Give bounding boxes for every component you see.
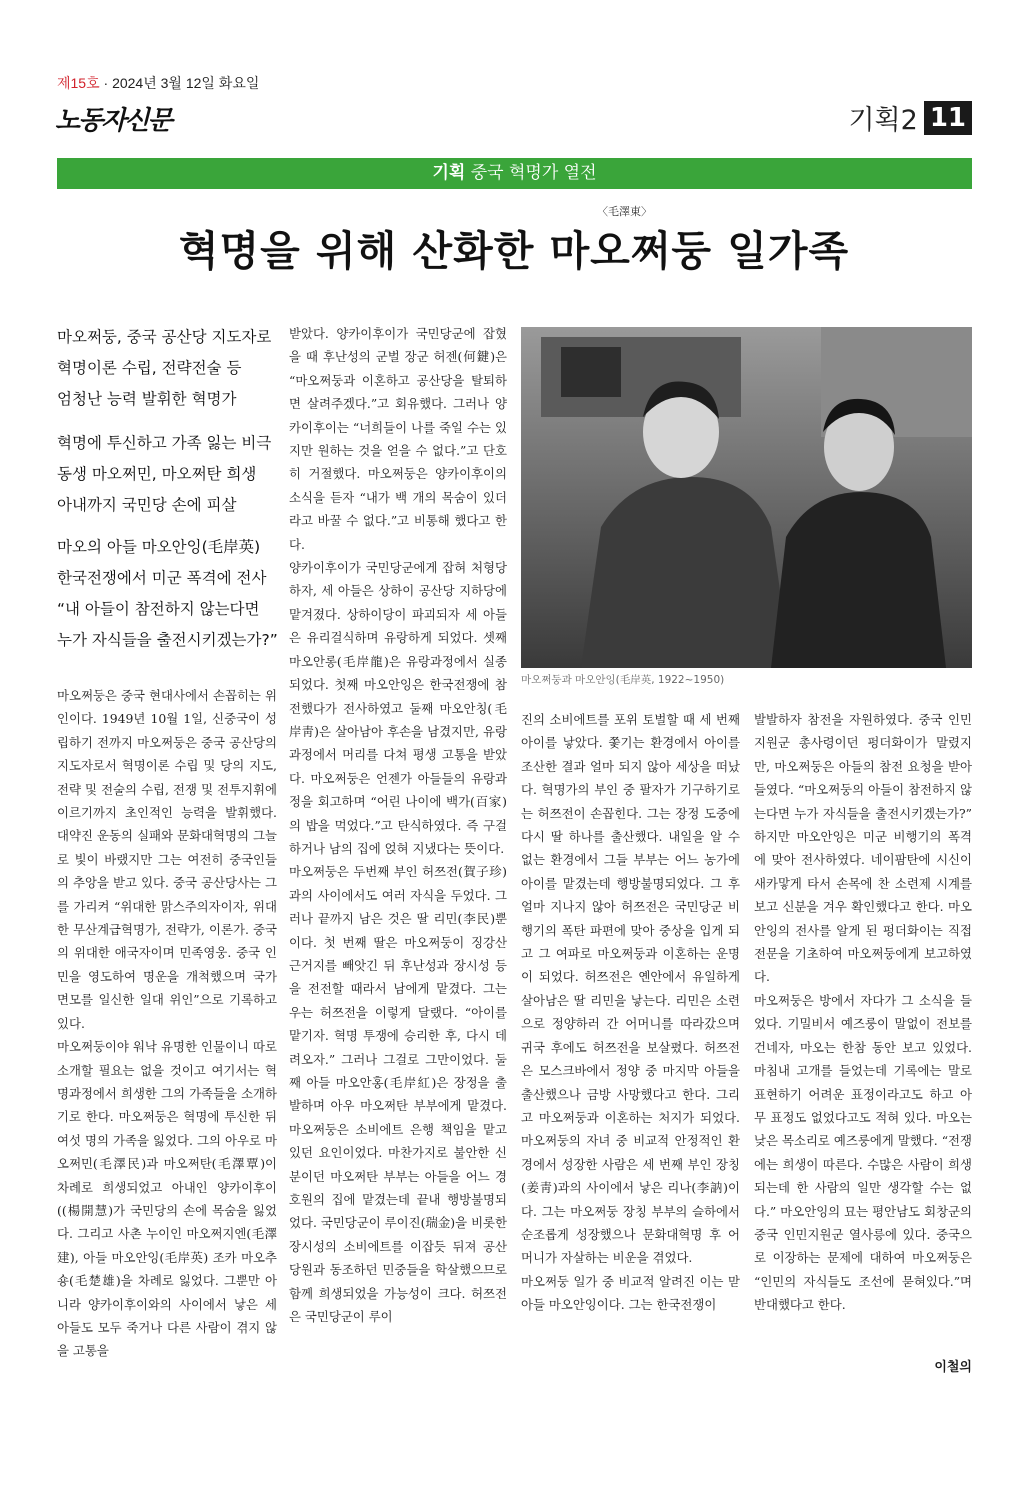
subhead-3: 마오의 아들 마오안잉(毛岸英) 한국전쟁에서 미군 폭격에 전사 “내 아들이 참전하지 않는다면 누가 자식들을 출전시키겠는가?” [57,538,278,649]
paragraph: 받았다. 양카이후이가 국민당군에 잡혔을 때 후난성의 군벌 장군 허젠(何鍵)은 “마오쩌둥과 이혼하고 공산당을 탈퇴하면 살려주겠다.”고 회유했다. 그러나 양카이후이는 “너희들이 나를 죽일 수는 있지만 원하는 것을 얻을 수 없다.”고 단호히 거절했다. 마오쩌둥은 양카이후이의 소식을 듣자 “내가 백 개의 목숨이 있더라고 바꿀 수 없다.”고 비통해 했다고 한다. [289,326,507,552]
headline-ruby: 〈毛澤東〉 [597,205,652,218]
article-headline: 혁명을 위해 산화한 마오쩌둥 일가족 [178,227,850,275]
section-header [848,98,972,137]
newspaper-logo: 노동자신문 [55,106,171,136]
article-column-3 [521,708,740,1317]
subhead-2: 혁명에 투신하고 가족 잃는 비극 동생 마오쩌민, 마오쩌탄 희생 아내까지 국민당 손에 피살 [57,434,272,514]
author-byline: 이철의 [934,1360,972,1375]
paragraph: 마오쩌둥은 두번째 부인 허쯔전(賀子珍)과의 사이에서도 여러 자식을 두었다. 그러나 끝까지 남은 것은 딸 리민(李民)뿐이다. 첫 번째 딸은 마오쩌둥이 징강산 근거지를 빼앗긴 뒤 후난성과 장시성 등을 전전할 때라서 남에게 맡겼다. 그는 우는 허쯔전을 이렇게 달랬다. “아이를 맡기자. 혁명 투쟁에 승리한 후, 다시 데려오자.” 그러나 그걸로 그만이었다. 둘째 아들 마오안홍(毛岸紅)은 장정을 출발하며 아우 마오쩌탄 부부에게 맡겼다. 마오쩌둥은 소비에트 은행 책임을 맡고 있던 요인이었다. 마찬가지로 불안한 신분이던 마오쩌탄 부부는 아들을 어느 경호원의 집에 맡겼는데 끝내 행방불명되었다. 국민당군이 루이진(瑞金)을 비롯한 장시성의 소비에트를 이잡듯 뒤져 공산당원과 동조하던 민중들을 학살했으므로 함께 희생되었을 가능성이 크다. 허쯔전은 국민당군이 루이 [289,864,507,1325]
paragraph: 마오쩌둥이야 워낙 유명한 인물이니 따로 소개할 필요는 없을 것이고 여기서는 혁명과정에서 희생한 그의 가족들을 소개하기로 한다. 마오쩌둥은 혁명에 투신한 뒤 여섯 명의 가족을 잃었다. 그의 아우로 마오쩌민(毛澤民)과 마오쩌탄(毛澤覃)이 차례로 희생되었고 아내인 양카이후이((楊開慧)가 국민당의 손에 목숨을 잃었다. 그리고 사촌 누이인 마오쩌지엔(毛澤建), 아들 마오안잉(毛岸英) 조카 마오추숑(毛楚雄)을 차례로 잃었다. 그뿐만 아니라 양카이후이와의 사이에서 낳은 세 아들도 모두 죽거나 다른 사람이 겪지 않을 고통을 [57,1039,277,1359]
paragraph: 마오쩌둥 일가 중 비교적 알려진 이는 맏아들 마오안잉이다. 그는 한국전쟁이 [521,1273,740,1313]
section-name: 기획2 [848,105,918,136]
paragraph: 마오쩌둥은 방에서 자다가 그 소식을 들었다. 기밀비서 예즈룽이 말없이 전보를 건네자, 마오는 한참 동안 보고 있었다. 마침내 고개를 들었는데 기록에는 말로 표현하기 어려운 표정이라고도 하고 아무 표정도 없었다고도 적혀 있다. 마오는 낮은 목소리로 예즈룽에게 말했다. “전쟁에는 희생이 따른다. 수많은 사람이 희생되는데 한 사람의 일만 생각할 수는 없다.” 마오안잉의 묘는 평안남도 회창군의 중국 인민지원군 열사릉에 있다. 중국으로 이장하는 문제에 대하여 마오쩌둥은 “인민의 자식들도 조선에 묻혀있다.”며 반대했다고 한다. [754,992,972,1313]
paragraph: 발발하자 참전을 자원하였다. 중국 인민지원군 총사령이던 펑더화이가 말렸지만, 마오쩌둥은 아들의 참전 요청을 받아들였다. “마오쩌둥의 아들이 참전하지 않는다면 누가 자식들을 출전시키겠는가?” 하지만 마오안잉은 미군 비행기의 폭격에 맞아 전사하였다. 네이팜탄에 시신이 새카맣게 타서 손목에 찬 소련제 시계를 보고 신분을 겨우 확인했다고 한다. 마오안잉의 전사를 알게 된 펑더화이는 직접 전문을 기초하여 마오쩌둥에게 보고하였다. [754,712,972,985]
article-column-1 [57,684,277,1363]
article-column-4 [754,708,972,1317]
article-column-2 [289,322,507,1328]
banner-label: 기획 [432,163,466,183]
issue-info [57,73,259,93]
photo-caption: 마오쩌둥과 마오안잉(毛岸英, 1922~1950) [521,674,725,686]
paragraph: 양카이후이가 국민당군에게 잡혀 처형당하자, 세 아들은 상하이 공산당 지하당에 맡겨졌다. 상하이당이 파괴되자 세 아들은 유리걸식하며 유랑하게 되었다. 셋째 마오안롱(毛岸龍)은 유랑과정에서 실종되었다. 첫째 마오안잉은 한국전쟁에 참전했다가 전사하였고 둘째 마오안칭(毛岸靑)은 살아남아 후손을 남겼지만, 유랑과정에서 머리를 다쳐 평생 고통을 받았다. 마오쩌둥은 언젠가 아들들의 유랑과정을 회고하며 “어린 나이에 백가(百家)의 밥을 먹었다.”고 탄식하였다. 즉 구걸하거나 남의 집에 얹혀 지냈다는 뜻이다. [289,560,507,856]
banner-title: 중국 혁명가 열전 [470,163,597,183]
issue-number: 제15호 [57,75,100,91]
article-photo [521,327,972,668]
series-banner [57,158,972,189]
paragraph: 진의 소비에트를 포위 토벌할 때 세 번째 아이를 낳았다. 쫓기는 환경에서 아이를 조산한 결과 얼마 되지 않아 세상을 떠났다. 혁명가의 부인 중 팔자가 기구하기로는 허쯔전이 손꼽힌다. 그는 장정 도중에 다시 딸 하나를 출산했다. 내일을 알 수 없는 환경에서 그들 부부는 어느 농가에 아이를 맡겼는데 행방불명되었다. 그 후 얼마 지나지 않아 허쯔전은 국민당군 비행기의 폭탄 파편에 맞아 중상을 입게 되고 그 여파로 마오쩌둥과 이혼하는 운명이 되었다. 허쯔전은 옌안에서 유일하게 살아남은 딸 리민을 낳는다. 리민은 소련으로 정양하러 간 어머니를 따라갔으며 귀국 후에도 허쯔전을 보살폈다. 허쯔전은 모스크바에서 정양 중 마지막 아들을 출산했으나 금방 사망했다고 한다. 그리고 마오쩌둥과 이혼하는 처지가 되었다. 마오쩌둥의 자녀 중 비교적 안정적인 환경에서 성장한 사람은 세 번째 부인 장칭(姜靑)과의 사이에서 낳은 리나(李訥)이다. 그는 마오쩌둥 장칭 부부의 슬하에서 순조롭게 성장했으나 문화대혁명 후 어머니가 자살하는 비운을 겪었다. [521,712,740,1266]
page-number: 11 [924,101,972,135]
issue-date: · 2024년 3월 12일 화요일 [99,75,260,91]
photo-image [521,327,972,668]
subhead-1: 마오쩌둥, 중국 공산당 지도자로 혁명이론 수립, 전략전술 등 엄청난 능력 발휘한 혁명가 [57,328,272,408]
paragraph: 마오쩌둥은 중국 현대사에서 손꼽히는 위인이다. 1949년 10월 1일, 신중국이 성립하기 전까지 마오쩌둥은 중국 공산당의 지도자로서 혁명이론 수립 및 당의 지도, 전략 및 전술의 수립, 전쟁 및 전투지휘에 이르기까지 초인적인 능력을 발휘했다. 대약진 운동의 실패와 문화대혁명의 그늘로 빛이 바랬지만 그는 여전히 중국인들의 추앙을 받고 있다. 중국 공산당사는 그를 가리켜 “위대한 맑스주의자이자, 위대한 무산계급혁명가, 전략가, 이론가. 중국의 위대한 애국자이며 민족영웅. 중국 인민을 영도하여 명운을 개척했으며 국가 면모를 일신한 일대 위인”으로 기록하고 있다. [57,688,277,1031]
